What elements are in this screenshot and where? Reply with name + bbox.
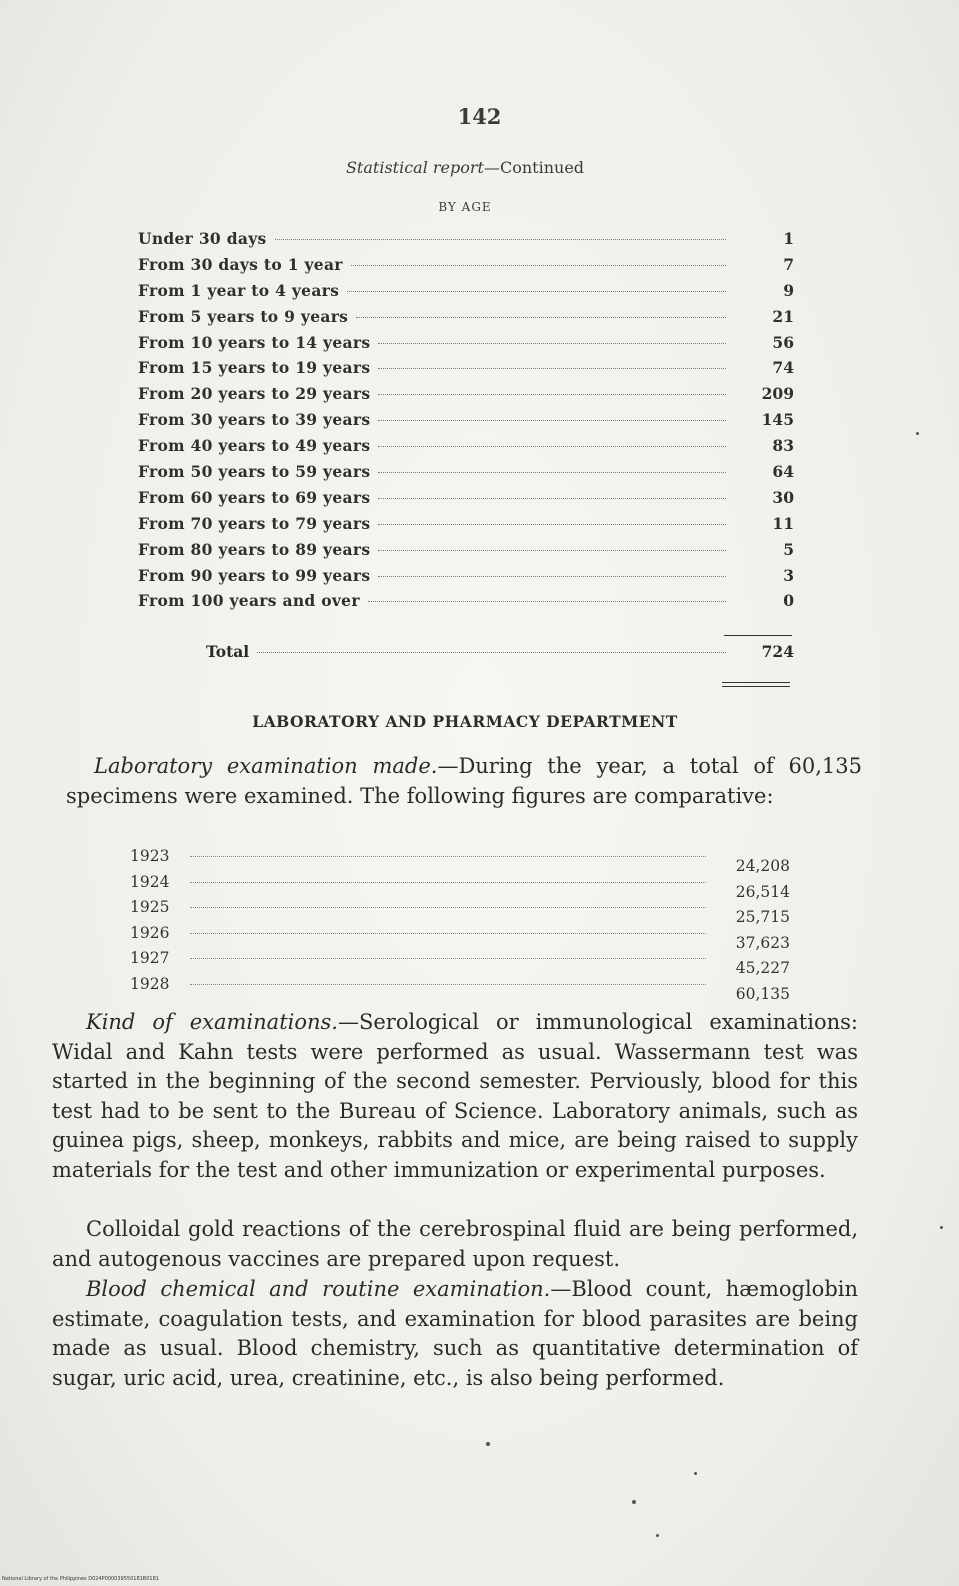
dot-leader bbox=[378, 524, 726, 525]
dot-leader bbox=[378, 343, 726, 344]
table-row bbox=[138, 540, 794, 566]
row-value: 30 bbox=[772, 487, 794, 507]
table-row bbox=[138, 436, 794, 462]
year-label: 1926 bbox=[130, 923, 170, 942]
paragraph-lead-italic: Laboratory examination made. bbox=[94, 754, 438, 778]
row-value: 7 bbox=[783, 254, 794, 274]
total-row bbox=[206, 642, 794, 661]
row-value: 0 bbox=[783, 591, 794, 611]
year-label: 1925 bbox=[130, 898, 170, 917]
row-label: Under 30 days bbox=[138, 229, 267, 248]
year-value: 45,227 bbox=[735, 959, 790, 978]
dot-leader bbox=[190, 933, 706, 934]
table-row bbox=[138, 307, 794, 333]
row-value: 145 bbox=[761, 410, 794, 430]
row-value: 74 bbox=[772, 358, 794, 378]
table-row bbox=[130, 873, 790, 899]
row-label: From 80 years to 89 years bbox=[138, 539, 371, 559]
table-row bbox=[130, 949, 790, 978]
table-row bbox=[138, 488, 794, 514]
dot-leader bbox=[378, 420, 726, 421]
table-row bbox=[138, 281, 794, 307]
table-row bbox=[138, 229, 794, 255]
row-label: From 15 years to 19 years bbox=[138, 358, 371, 378]
year-value: 24,208 bbox=[735, 857, 790, 875]
row-label: From 70 years to 79 years bbox=[138, 513, 371, 533]
paragraph-laboratory-examination bbox=[66, 752, 862, 811]
dot-leader bbox=[378, 472, 726, 473]
dot-leader bbox=[378, 446, 726, 447]
year-value: 60,135 bbox=[735, 984, 790, 1003]
paper-speck bbox=[656, 1534, 659, 1537]
age-statistics-table bbox=[138, 229, 794, 617]
table-row bbox=[130, 975, 790, 1001]
paragraph-body: —During the year, a total of 60,135 specimens were examined. The following figures are comparative: bbox=[66, 754, 863, 808]
table-row bbox=[138, 566, 794, 592]
table-row bbox=[130, 847, 790, 873]
dot-leader bbox=[190, 882, 706, 883]
dot-leader bbox=[356, 317, 726, 318]
paragraph-kind-of-examinations bbox=[52, 1008, 858, 1185]
year-label: 1924 bbox=[130, 872, 170, 891]
row-label: From 100 years and over bbox=[138, 591, 360, 611]
table-row bbox=[138, 514, 794, 540]
row-label: From 20 years to 29 years bbox=[138, 384, 371, 404]
dot-leader bbox=[190, 856, 706, 857]
dot-leader bbox=[378, 550, 726, 551]
dot-leader bbox=[190, 984, 706, 985]
row-value: 1 bbox=[783, 229, 794, 248]
table-row bbox=[138, 384, 794, 410]
department-heading: LABORATORY AND PHARMACY DEPARTMENT bbox=[252, 712, 678, 731]
row-value: 9 bbox=[783, 280, 794, 300]
paragraph-blood-examination bbox=[52, 1275, 858, 1393]
dot-leader bbox=[368, 601, 726, 602]
row-value: 209 bbox=[761, 384, 794, 404]
dot-leader bbox=[275, 239, 726, 240]
year-value: 37,623 bbox=[735, 933, 790, 952]
paper-speck bbox=[486, 1442, 490, 1446]
dot-leader bbox=[378, 394, 726, 395]
footer-credit: National Library of the Philippines D024P000039550181B0181 bbox=[2, 1576, 159, 1582]
row-label: From 30 days to 1 year bbox=[138, 254, 343, 274]
row-label: From 1 year to 4 years bbox=[138, 280, 340, 300]
year-label: 1927 bbox=[130, 949, 170, 968]
page-number: 142 bbox=[457, 104, 502, 129]
table-row bbox=[138, 410, 794, 436]
by-age-subheading: BY AGE bbox=[438, 200, 492, 214]
dot-leader bbox=[378, 498, 726, 499]
table-row bbox=[138, 333, 794, 359]
table-row bbox=[138, 462, 794, 488]
row-label: From 40 years to 49 years bbox=[138, 436, 371, 456]
yearly-comparison-table bbox=[130, 847, 790, 1001]
dot-leader bbox=[378, 576, 726, 577]
row-label: From 50 years to 59 years bbox=[138, 462, 371, 482]
paper-speck bbox=[916, 432, 919, 435]
row-value: 83 bbox=[772, 436, 794, 456]
paragraph-colloidal-gold: Colloidal gold reactions of the cerebrospinal fluid are being performed, and autogenous vaccines are prepared upon request. bbox=[52, 1217, 858, 1271]
row-value: 64 bbox=[772, 462, 794, 482]
row-value: 56 bbox=[772, 332, 794, 352]
total-rule bbox=[724, 635, 792, 636]
dot-leader bbox=[347, 291, 726, 292]
paper-speck bbox=[940, 1226, 943, 1229]
running-head bbox=[0, 158, 930, 177]
table-row bbox=[130, 924, 790, 950]
dot-leader bbox=[190, 907, 706, 908]
paragraph-body: —Blood count, hæmoglobin estimate, coagulation tests, and examination for blood parasites are being made as usual. Blood chemistry, such as quantitative determination of sugar, uric acid, urea, creatinine, etc., is also being performed. bbox=[52, 1277, 858, 1390]
row-value: 3 bbox=[783, 565, 794, 585]
row-label: From 90 years to 99 years bbox=[138, 565, 371, 585]
dot-leader bbox=[190, 958, 706, 959]
running-head-italic: Statistical report bbox=[345, 158, 484, 177]
table-row bbox=[130, 898, 790, 927]
total-label: Total bbox=[206, 642, 250, 661]
row-value: 11 bbox=[772, 513, 794, 533]
table-row bbox=[138, 591, 794, 617]
running-head-rest: —Continued bbox=[483, 158, 585, 177]
total-value: 724 bbox=[761, 642, 794, 661]
row-label: From 10 years to 14 years bbox=[138, 332, 371, 352]
dot-leader bbox=[351, 265, 726, 266]
row-value: 5 bbox=[783, 539, 794, 559]
row-label: From 30 years to 39 years bbox=[138, 410, 371, 430]
year-label: 1928 bbox=[130, 974, 170, 993]
double-rule bbox=[722, 682, 790, 687]
row-label: From 60 years to 69 years bbox=[138, 487, 371, 507]
row-label: From 5 years to 9 years bbox=[138, 306, 349, 326]
paragraph-body: —Serological or immunological examinations: Widal and Kahn tests were performed as usual. Wassermann test was started in the beginning of the second semester. Perviously, blood for this test had to be sent to the Bureau of Science. Laboratory animals, such as guinea pigs, sheep, monkeys, rabbits and mice, are being raised to supply materials for the test and other immunization or experimental purposes. bbox=[52, 1010, 858, 1182]
table-row bbox=[138, 255, 794, 281]
paper-speck bbox=[694, 1472, 697, 1475]
dot-leader bbox=[257, 652, 726, 653]
year-label: 1923 bbox=[130, 847, 170, 865]
paragraph-lead-italic: Blood chemical and routine examination. bbox=[86, 1277, 551, 1301]
year-value: 25,715 bbox=[735, 908, 790, 927]
dot-leader bbox=[378, 368, 726, 369]
row-value: 21 bbox=[772, 306, 794, 326]
paragraph-lead-italic: Kind of examinations. bbox=[86, 1010, 338, 1034]
paper-speck bbox=[632, 1500, 636, 1504]
year-value: 26,514 bbox=[735, 882, 790, 901]
table-row bbox=[138, 358, 794, 384]
